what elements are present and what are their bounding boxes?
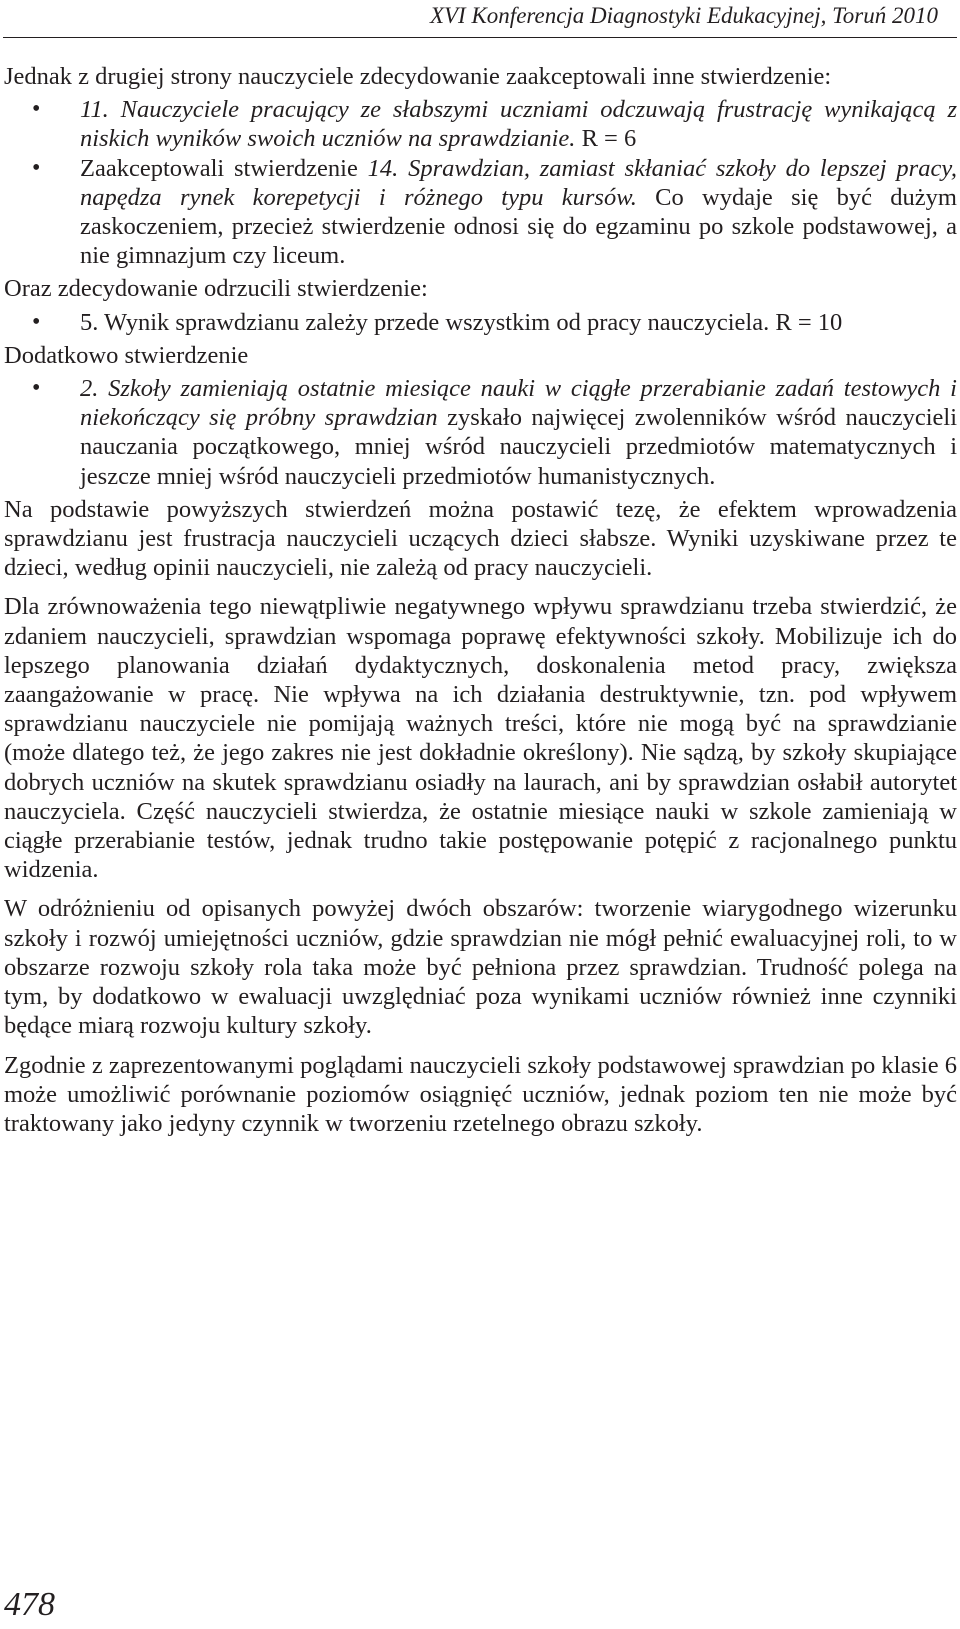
statement-text: 5. Wynik sprawdzianu zależy przede wszystkim od pracy nauczyciela. R = 10 [80,308,843,336]
statement-quote: 2. Szkoły zamieniają ostatnie miesiące nauki w ciągłe przerabianie zadań testowych i niekończący się próbny sprawdzian [80,375,957,432]
body-paragraph: Zgodnie z zaprezentowanymi poglądami nauczycieli szkoły podstawowej sprawdzian po klasie 6 może umożliwić porównanie poziomów osiągnięć uczniów, jednak poziom ten nie może być traktowany jako jedyny czynnik w tworzeniu rzetelnego obrazu szkoły. [4,1051,957,1137]
intro-paragraph: Jednak z drugiej strony nauczyciele zdecydowanie zaakceptowali inne stwierdzenie: [4,63,832,90]
statement-quote: 14. Sprawdzian, zamiast skłaniać szkoły do lepszej pracy, napędza rynek korepetycji i różnego typu kursów. [80,154,957,211]
bullet-icon: • [32,375,41,402]
additional-intro: Dodatkowo stwierdzenie [4,341,249,369]
rejected-intro: Oraz zdecydowanie odrzucili stwierdzenie: [4,275,428,303]
accepted-statements-list [4,95,957,270]
running-header: XVI Konferencja Diagnostyki Edukacyjnej, Toruń 2010 [429,3,938,28]
bullet-icon: • [32,96,41,123]
list-item [4,154,957,271]
list-item [4,308,957,337]
header-rule [3,37,957,38]
page-number: 478 [4,1586,55,1623]
bullet-icon: • [32,154,41,181]
rejected-statements-list [4,308,957,337]
statement-note: R = 6 [575,125,637,153]
list-item [4,95,957,153]
statement-note: Co wydaje się być dużym zaskoczeniem, przecież stwierdzenie odnosi się do egzaminu po szkole podstawowej, a nie gimnazjum czy liceum. [80,183,957,270]
body-paragraph: Na podstawie powyższych stwierdzeń można postawić tezę, że efektem wprowadzenia sprawdzianu jest frustracja nauczycieli uczących dzieci słabsze. Wyniki uzyskiwane przez te dzieci, według opinii nauczycieli, nie zależą od pracy nauczycieli. [4,495,957,582]
statement-lead: Zaakceptowali stwierdzenie [80,154,368,182]
list-item [4,374,957,491]
statement-quote: 11. Nauczyciele pracujący ze słabszymi uczniami odczuwają frustrację wynikającą z niskich wyników swoich uczniów na sprawdzianie. [80,96,957,153]
body-paragraph: Dla zrównoważenia tego niewątpliwie negatywnego wpływu sprawdzianu trzeba stwierdzić, że zdaniem nauczycieli, sprawdzian wspomaga poprawę efektywności szkoły. Mobilizuje ich do lepszego planowania działań dydaktycznych, doskonalenia metod pracy, zwiększa zaangażowanie w pracę. Nie wpływa na ich działania destruktywnie, tzn. pod wpływem sprawdzianu nauczyciele nie pomijają ważnych treści, które nie mogą być na sprawdzianie (może dlatego też, że jego zakres nie jest dokładnie określony). Nie sądzą, by szkoły skupiające dobrych uczniów na skutek sprawdzianu osiadły na laurach, ani by sprawdzian osłabił autorytet nauczyciela. Część nauczycieli stwierdza, że ostatnie miesiące nauki w szkole zamieniają w ciągłe przerabianie testów, jednak trudno takie postępowanie potępić z racjonalnego punktu widzenia. [4,593,957,884]
statement-note: zyskało najwięcej zwolenników wśród nauczycieli nauczania początkowego, mniej wśród nauczycieli przedmiotów matematycznych i jeszcze mniej wśród nauczycieli przedmiotów humanistycznych. [80,404,957,490]
bullet-icon: • [32,308,41,335]
body-paragraph: W odróżnieniu od opisanych powyżej dwóch obszarów: tworzenie wiarygodnego wizerunku szkoły i rozwój umiejętności uczniów, gdzie sprawdzian nie mógł pełnić ewaluacyjnej roli, to w obszarze rozwoju szkoły rola taka może być pełniona przez sprawdzian. Trudność polega na tym, by dodatkowo w ewaluacji uwzględniać poza wynikami uczniów również inne czynniki będące miarą rozwoju kultury szkoły. [4,895,957,1040]
additional-statements-list [4,374,957,491]
page-body [4,62,957,1138]
